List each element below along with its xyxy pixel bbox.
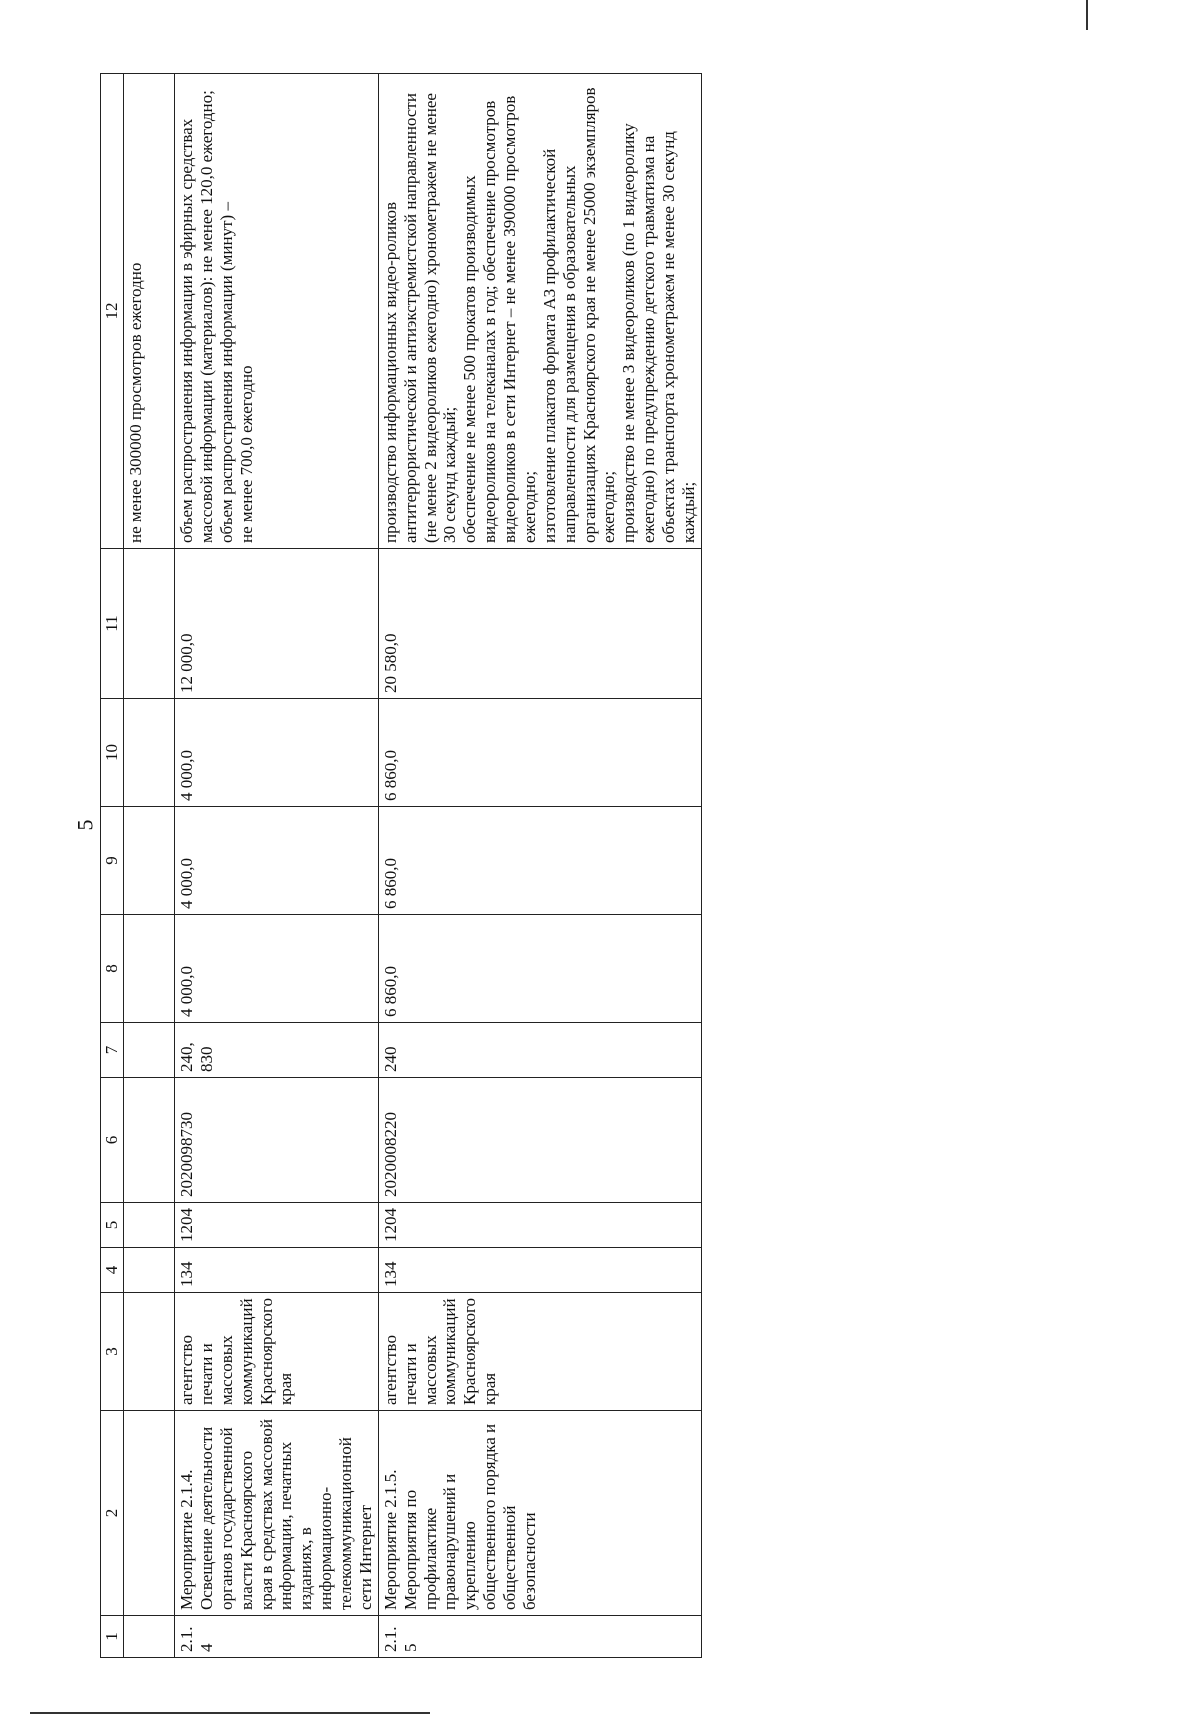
amount-total: 12 000,0 <box>175 549 379 699</box>
column-header: 4 <box>101 1248 124 1293</box>
column-header: 1 <box>101 1616 124 1658</box>
column-header: 10 <box>101 699 124 807</box>
amount-total: 20 580,0 <box>378 549 701 699</box>
code-rzpr: 1204 <box>175 1203 379 1248</box>
code-rzpr: 1204 <box>378 1203 701 1248</box>
page-number: 5 <box>72 819 98 831</box>
code-grbs: 134 <box>378 1248 701 1293</box>
amount-year-1: 6 860,0 <box>378 915 701 1023</box>
column-header: 7 <box>101 1023 124 1078</box>
column-header: 8 <box>101 915 124 1023</box>
code-vr: 240 <box>378 1023 701 1078</box>
code-csr: 2020008220 <box>378 1078 701 1203</box>
indicator-cell: производство информационных видео-роликов антитеррористической и антиэкстремистской направленности (не менее 2 видеороликов ежегодно) хронометражем не менее 30 секунд каждый; обеспечение не менее 500 прокатов производимых видеороликов на телеканалах в год; обеспечение просмотров видеороликов в сети Интернет – не менее 390000 просмотров ежегодно; изготовление плакатов формата А3 профилактической направленности для размещения в образовательных организациях Красноярского края не менее 25000 экземпляров ежегодно; производство не менее 3 видеороликов (по 1 видеоролику ежегодно) по предупреждению детского травматизма на объектах транспорта хронометражем не менее 30 секунд каждый; <box>378 74 701 549</box>
table-row <box>175 74 379 1658</box>
indicator-cell: не менее 300000 просмотров ежегодно <box>124 74 175 549</box>
column-header: 12 <box>101 74 124 549</box>
code-csr: 2020098730 <box>175 1078 379 1203</box>
scan-edge-mark <box>30 1712 430 1714</box>
column-header: 6 <box>101 1078 124 1203</box>
code-vr: 240, 830 <box>175 1023 379 1078</box>
scan-edge-mark <box>1086 0 1088 30</box>
rotated-table-wrapper <box>100 74 1080 1658</box>
column-header: 9 <box>101 807 124 915</box>
indicator-cell: объем распространения информации в эфирных средствах массовой информации (материалов): не менее 120,0 ежегодно; объем распространения информации (минут) – не менее 700,0 ежегодно <box>175 74 379 549</box>
responsible-agency: агентство печати и массовых коммуникаций Красноярского края <box>175 1293 379 1411</box>
amount-year-2: 6 860,0 <box>378 807 701 915</box>
amount-year-2: 4 000,0 <box>175 807 379 915</box>
table-row <box>378 74 701 1658</box>
event-name: Мероприятие 2.1.4. Освещение деятельности органов государственной власти Красноярского края в средствах массовой информации, печатных изданиях, в информационно-телекоммуникационной сети Интернет <box>175 1411 379 1616</box>
budget-table <box>100 73 702 1658</box>
amount-year-1: 4 000,0 <box>175 915 379 1023</box>
row-number: 2.1.4 <box>175 1616 379 1658</box>
continuation-row <box>124 74 175 1658</box>
column-header: 5 <box>101 1203 124 1248</box>
column-number-row <box>101 74 124 1658</box>
column-header: 3 <box>101 1293 124 1411</box>
code-grbs: 134 <box>175 1248 379 1293</box>
responsible-agency: агентство печати и массовых коммуникаций Красноярского края <box>378 1293 701 1411</box>
amount-year-3: 4 000,0 <box>175 699 379 807</box>
amount-year-3: 6 860,0 <box>378 699 701 807</box>
event-name: Мероприятие 2.1.5. Мероприятия по профилактике правонарушений и укреплению общественного порядка и общественной безопасности <box>378 1411 701 1616</box>
column-header: 11 <box>101 549 124 699</box>
row-number: 2.1.5 <box>378 1616 701 1658</box>
column-header: 2 <box>101 1411 124 1616</box>
